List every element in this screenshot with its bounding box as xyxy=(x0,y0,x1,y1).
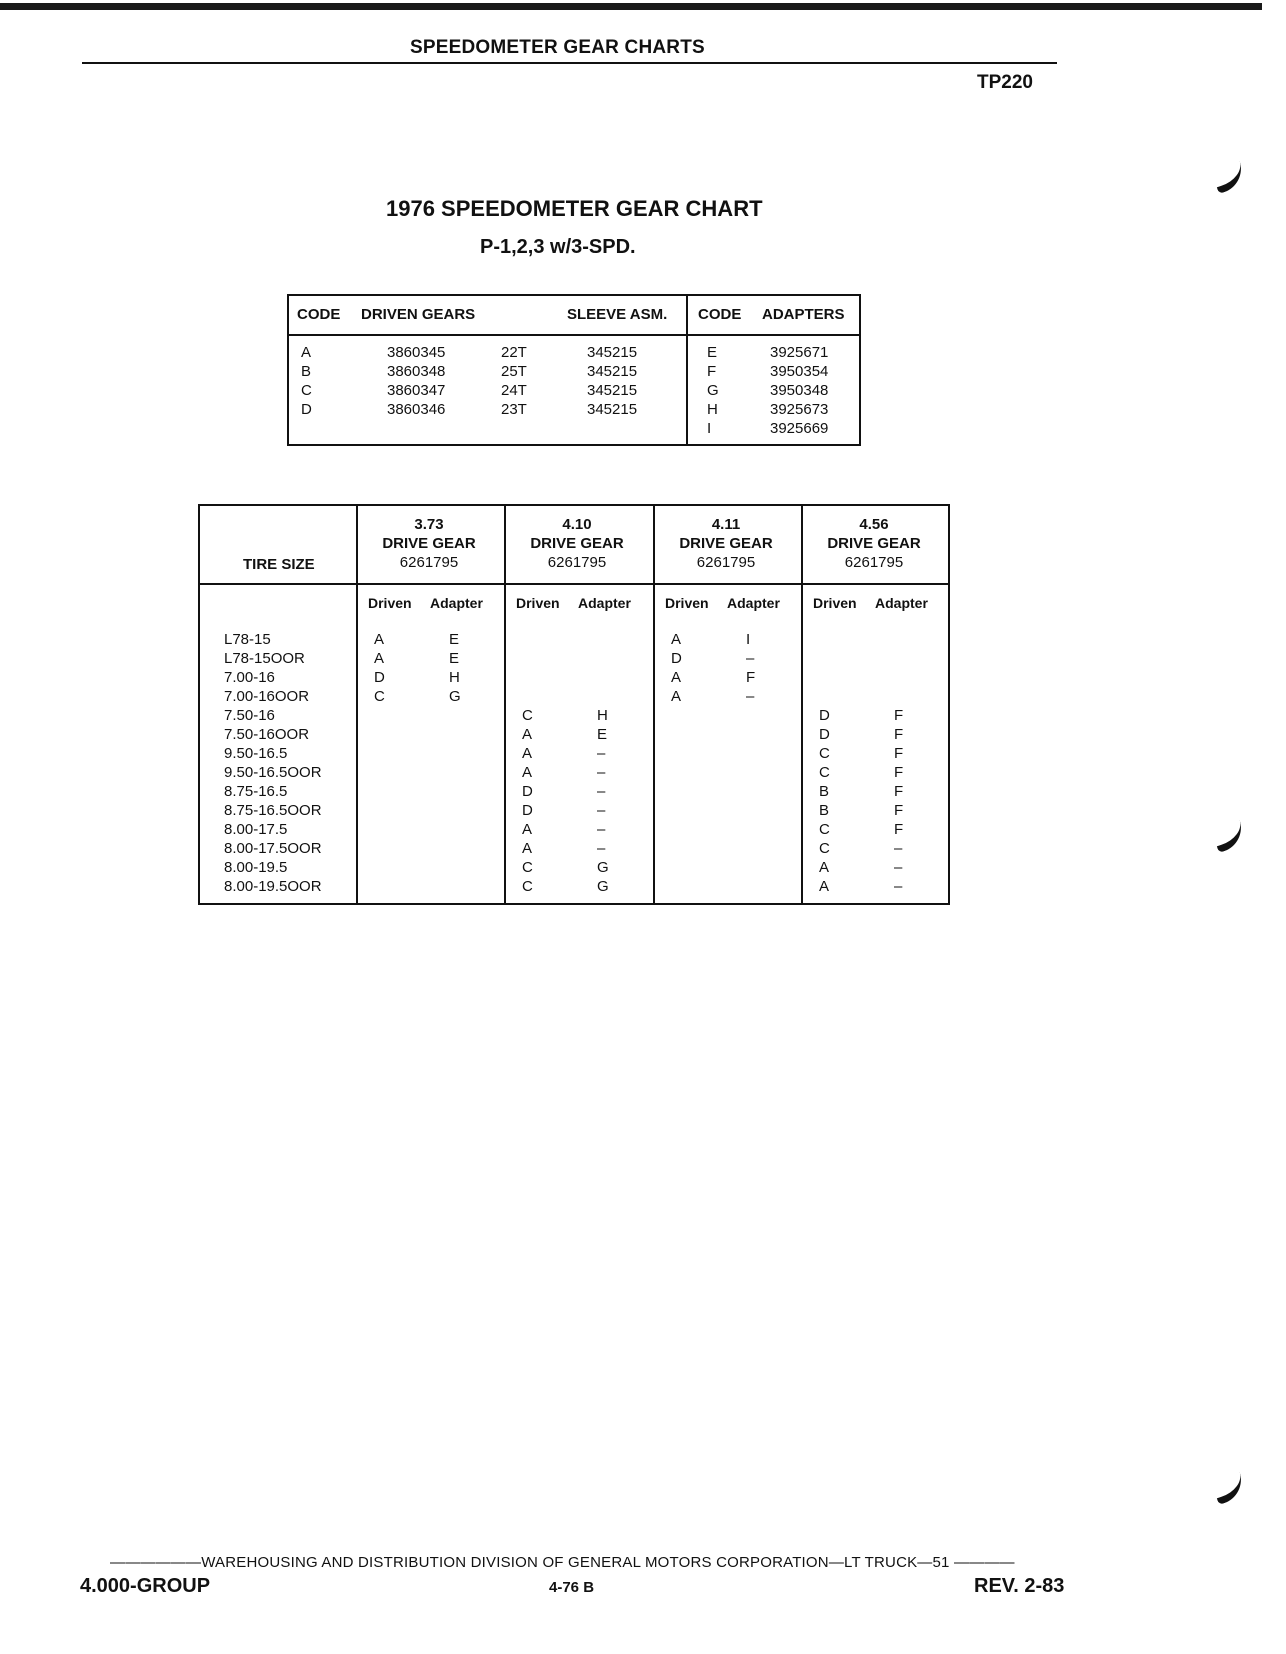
driven-code-cell: D xyxy=(522,802,533,819)
tire-size: 7.00-16 xyxy=(224,669,275,686)
drive-gear-part-number: 6261795 xyxy=(399,554,459,571)
driven-subheader: Driven xyxy=(516,595,560,611)
axle-ratio: 4.56 xyxy=(859,516,889,533)
gears-table-header-rule xyxy=(289,334,859,336)
code-header: CODE xyxy=(297,306,341,323)
driven-part-number: 3860347 xyxy=(387,382,446,399)
header-rule xyxy=(82,62,1057,64)
adapter-code: G xyxy=(707,382,719,399)
tire-size: L78-15 xyxy=(224,631,271,648)
driven-teeth: 25T xyxy=(501,363,527,380)
tire-size: 9.50-16.5OOR xyxy=(224,764,322,781)
driven-code-cell: D xyxy=(819,707,830,724)
adapter-code-cell: H xyxy=(449,669,460,686)
adapter-code-cell: – xyxy=(597,745,606,762)
driven-code-cell: A xyxy=(522,840,533,857)
driven-code-cell: A xyxy=(671,669,682,686)
adapter-subheader: Adapter xyxy=(578,595,631,611)
driven-code-cell: D xyxy=(522,783,533,800)
driven-code-cell: C xyxy=(522,707,533,724)
driven-code-cell: A xyxy=(522,745,533,762)
adapter-code-cell: – xyxy=(597,840,606,857)
adapter-part-number: 3925669 xyxy=(770,420,829,437)
chart-title: 1976 SPEEDOMETER GEAR CHART xyxy=(386,196,763,221)
drive-gear-label: DRIVE GEAR xyxy=(679,535,773,552)
adapter-code: H xyxy=(707,401,718,418)
driven-code-cell: A xyxy=(374,650,385,667)
axle-ratio: 4.11 xyxy=(711,516,741,533)
driven-code-cell: C xyxy=(522,859,533,876)
chart-subtitle: P-1,2,3 w/3-SPD. xyxy=(480,236,636,258)
adapter-code-cell: G xyxy=(597,859,609,876)
tire-size: 8.75-16.5OOR xyxy=(224,802,322,819)
driven-part-number: 3860348 xyxy=(387,363,446,380)
driven-part-number: 3860345 xyxy=(387,344,446,361)
adapter-code-cell: I xyxy=(746,631,751,648)
drive-gear-group-header xyxy=(653,515,799,572)
drive-gear-label: DRIVE GEAR xyxy=(382,535,476,552)
drive-gear-part-number: 6261795 xyxy=(547,554,607,571)
adapter-subheader: Adapter xyxy=(727,595,780,611)
axle-ratio: 3.73 xyxy=(414,516,444,533)
driven-subheader: Driven xyxy=(813,595,857,611)
tire-size: 9.50-16.5 xyxy=(224,745,288,762)
adapter-code-cell: – xyxy=(597,764,606,781)
sleeve-asm-part: 345215 xyxy=(587,382,638,399)
driven-code-cell: A xyxy=(819,859,830,876)
top-border-rule xyxy=(0,3,1262,10)
adapter-code-cell: – xyxy=(597,821,606,838)
driven-code: C xyxy=(301,382,312,399)
driven-code: B xyxy=(301,363,312,380)
adapter-code-cell: F xyxy=(894,821,904,838)
tire-table-column-divider xyxy=(504,506,506,903)
driven-code-cell: C xyxy=(819,840,830,857)
tire-size: 7.00-16OOR xyxy=(224,688,310,705)
adapter-subheader: Adapter xyxy=(430,595,483,611)
adapter-code-cell: E xyxy=(449,631,460,648)
tire-size: 7.50-16OOR xyxy=(224,726,310,743)
driven-code-cell: C xyxy=(819,745,830,762)
sleeve-asm-part: 345215 xyxy=(587,363,638,380)
adapter-part-number: 3950354 xyxy=(770,363,829,380)
driven-code-cell: C xyxy=(819,821,830,838)
driven-gears-header: DRIVEN GEARS xyxy=(361,306,476,323)
tire-size: 8.75-16.5 xyxy=(224,783,288,800)
tire-table-header-rule xyxy=(200,583,948,585)
adapter-code-cell: – xyxy=(894,878,903,895)
tire-size-header: TIRE SIZE xyxy=(243,556,315,573)
driven-subheader: Driven xyxy=(368,595,412,611)
driven-code-cell: A xyxy=(522,764,533,781)
adapter-code-cell: H xyxy=(597,707,608,724)
adapters-header: ADAPTERS xyxy=(762,306,845,323)
gears-table xyxy=(287,294,861,446)
drive-gear-label: DRIVE GEAR xyxy=(827,535,921,552)
adapter-code-cell: E xyxy=(449,650,460,667)
drive-gear-group-header xyxy=(504,515,650,572)
driven-code-cell: D xyxy=(819,726,830,743)
driven-code-cell: C xyxy=(819,764,830,781)
drive-gear-group-header xyxy=(801,515,947,572)
adapter-code-cell: G xyxy=(597,878,609,895)
adapter-code-cell: F xyxy=(894,726,904,743)
adapter-part-number: 3950348 xyxy=(770,382,829,399)
footer-division-line: ——————WAREHOUSING AND DISTRIBUTION DIVISION OF GENERAL MOTORS CORPORATION—LT TRUCK—51 ———— xyxy=(110,1554,1015,1571)
driven-code: D xyxy=(301,401,312,418)
adapter-code-cell: F xyxy=(894,707,904,724)
adapter-code-cell: F xyxy=(746,669,756,686)
driven-code-cell: C xyxy=(522,878,533,895)
adapter-code-cell: – xyxy=(597,783,606,800)
drive-gear-group-header xyxy=(356,515,502,572)
drive-gear-part-number: 6261795 xyxy=(696,554,756,571)
adapter-code-cell: F xyxy=(894,764,904,781)
driven-code: A xyxy=(301,344,312,361)
tire-table-column-divider xyxy=(356,506,358,903)
tire-table-column-divider xyxy=(653,506,655,903)
driven-code-cell: B xyxy=(819,802,830,819)
tire-size: 8.00-17.5OOR xyxy=(224,840,322,857)
driven-code-cell: A xyxy=(374,631,385,648)
adapter-code-cell: – xyxy=(894,859,903,876)
adapter-code-cell: – xyxy=(597,802,606,819)
driven-teeth: 23T xyxy=(501,401,527,418)
footer-page-number: 4-76 B xyxy=(549,1579,595,1596)
sleeve-asm-part: 345215 xyxy=(587,344,638,361)
adapter-code: E xyxy=(707,344,718,361)
document-code: TP220 xyxy=(977,72,1033,93)
adapter-code-cell: – xyxy=(894,840,903,857)
adapter-part-number: 3925673 xyxy=(770,401,829,418)
binder-hole-mark-top xyxy=(1211,159,1248,194)
driven-code-cell: B xyxy=(819,783,830,800)
tire-size-table xyxy=(198,504,950,905)
adapter-code: I xyxy=(707,420,712,437)
adapter-code-cell: F xyxy=(894,745,904,762)
adapter-code-cell: – xyxy=(746,650,755,667)
axle-ratio: 4.10 xyxy=(562,516,592,533)
driven-part-number: 3860346 xyxy=(387,401,446,418)
driven-code-cell: D xyxy=(671,650,682,667)
tire-size: 8.00-19.5OOR xyxy=(224,878,322,895)
tire-size: 8.00-19.5 xyxy=(224,859,288,876)
footer-group: 4.000-GROUP xyxy=(80,1575,211,1597)
adapter-code-header: CODE xyxy=(698,306,742,323)
driven-code-cell: A xyxy=(522,821,533,838)
adapter-code-cell: E xyxy=(597,726,608,743)
driven-code-cell: A xyxy=(671,631,682,648)
driven-code-cell: D xyxy=(374,669,385,686)
driven-teeth: 22T xyxy=(501,344,527,361)
binder-hole-mark-middle xyxy=(1211,818,1248,853)
adapter-part-number: 3925671 xyxy=(770,344,829,361)
gears-table-divider xyxy=(686,296,688,444)
footer-revision: REV. 2-83 xyxy=(974,1575,1065,1597)
binder-hole-mark-bottom xyxy=(1211,1470,1248,1505)
driven-code-cell: C xyxy=(374,688,385,705)
adapter-code: F xyxy=(707,363,717,380)
driven-code-cell: A xyxy=(522,726,533,743)
driven-code-cell: A xyxy=(819,878,830,895)
adapter-code-cell: – xyxy=(746,688,755,705)
tire-size: 8.00-17.5 xyxy=(224,821,288,838)
tire-size: 7.50-16 xyxy=(224,707,275,724)
drive-gear-part-number: 6261795 xyxy=(844,554,904,571)
page-header-title: SPEEDOMETER GEAR CHARTS xyxy=(410,37,705,58)
sleeve-asm-part: 345215 xyxy=(587,401,638,418)
driven-subheader: Driven xyxy=(665,595,709,611)
adapter-subheader: Adapter xyxy=(875,595,928,611)
adapter-code-cell: G xyxy=(449,688,461,705)
sleeve-asm-header: SLEEVE ASM. xyxy=(567,306,668,323)
tire-table-column-divider xyxy=(801,506,803,903)
driven-code-cell: A xyxy=(671,688,682,705)
drive-gear-label: DRIVE GEAR xyxy=(530,535,624,552)
driven-teeth: 24T xyxy=(501,382,527,399)
tire-size: L78-15OOR xyxy=(224,650,305,667)
adapter-code-cell: F xyxy=(894,783,904,800)
adapter-code-cell: F xyxy=(894,802,904,819)
